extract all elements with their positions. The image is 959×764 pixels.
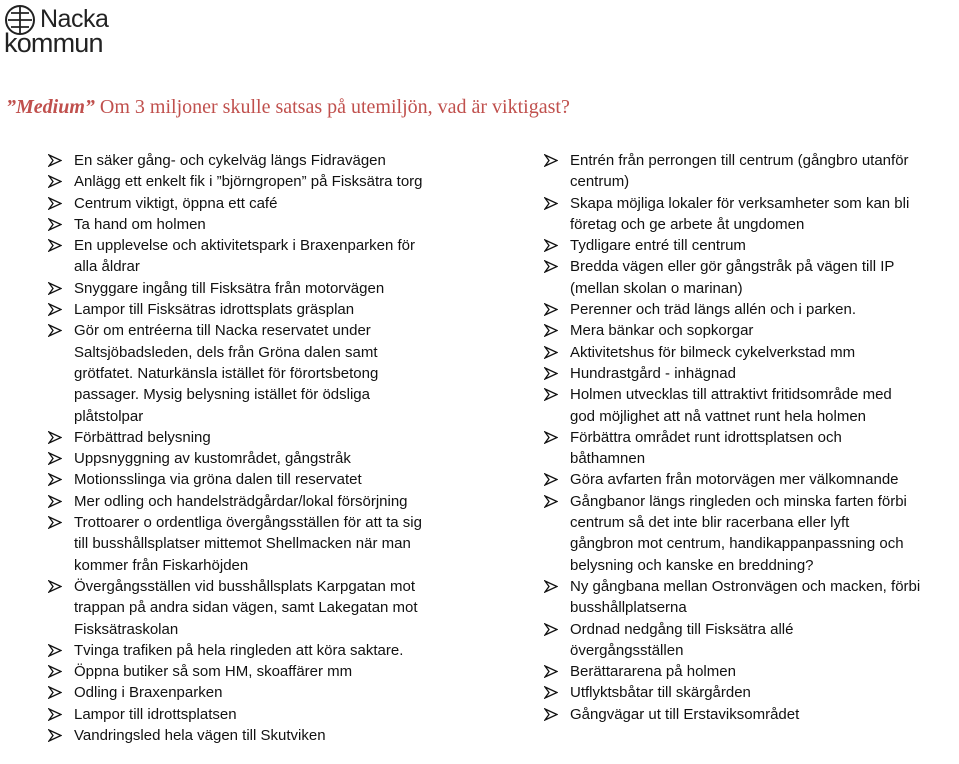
list-item	[48, 661, 458, 682]
nacka-kommun-logo	[4, 4, 134, 56]
list-item	[544, 469, 954, 490]
arrow-bullet-icon	[544, 431, 558, 444]
arrow-bullet-icon	[544, 239, 558, 252]
list-item-text: Göra avfarten från motorvägen mer välkomnande	[570, 471, 899, 489]
list-item	[48, 725, 458, 746]
list-item-continuation: till busshållsplatser mittemot Shellmacken när man	[74, 535, 411, 553]
list-item	[544, 363, 954, 384]
arrow-bullet-icon	[48, 686, 62, 699]
list-item-text: Tydligare entré till centrum	[570, 237, 746, 255]
logo-line-2: kommun	[4, 28, 103, 58]
list-item	[544, 235, 954, 256]
list-item-continuation: övergångsställen	[570, 641, 684, 659]
arrow-bullet-icon	[544, 623, 558, 636]
left-column-list	[48, 150, 458, 746]
list-item	[48, 704, 458, 725]
arrow-bullet-icon	[544, 473, 558, 486]
list-item-text: Perenner och träd längs allén och i parken.	[570, 301, 857, 319]
list-item	[48, 427, 458, 448]
list-item-text: Bredda vägen eller gör gångstråk på vägen till IP	[570, 258, 895, 276]
arrow-bullet-icon	[544, 303, 558, 316]
arrow-bullet-icon	[48, 175, 62, 188]
list-item-text: Ny gångbana mellan Ostronvägen och macken, förbi	[570, 577, 921, 595]
list-item	[544, 576, 954, 597]
list-item-text: Utflyktsbåtar till skärgården	[570, 684, 751, 702]
arrow-bullet-icon	[48, 197, 62, 210]
list-item	[544, 299, 954, 320]
list-item	[544, 619, 954, 640]
heading-bold: ”Medium”	[6, 96, 95, 118]
list-item-continuation: Fisksätraskolan	[74, 620, 179, 638]
list-item	[48, 214, 458, 235]
arrow-bullet-icon	[48, 495, 62, 508]
list-item	[48, 193, 458, 214]
list-item-text: Holmen utvecklas till attraktivt fritidsområde med	[570, 386, 892, 404]
arrow-bullet-icon	[48, 580, 62, 593]
right-column-list	[544, 150, 954, 725]
list-item	[48, 469, 458, 490]
list-item-continuation: gångbron mot centrum, handikappanpassning och	[570, 535, 904, 553]
logo-line-1: Nacka	[40, 5, 109, 33]
list-item-text: Övergångsställen vid busshållsplats Karpgatan mot	[74, 577, 416, 595]
list-item-text: Aktivitetshus för bilmeck cykelverkstad mm	[570, 343, 856, 361]
list-item-text: Hundrastgård - inhägnad	[570, 364, 736, 382]
list-item	[544, 682, 954, 703]
list-item-text: Centrum viktigt, öppna ett café	[74, 194, 278, 212]
list-item-text: Ta hand om holmen	[74, 215, 206, 233]
list-item-continuation: (mellan skolan o marinan)	[570, 279, 743, 297]
list-item	[544, 320, 954, 341]
arrow-bullet-icon	[544, 346, 558, 359]
arrow-bullet-icon	[48, 452, 62, 465]
list-item	[544, 491, 954, 512]
arrow-bullet-icon	[48, 473, 62, 486]
list-item-text: Snyggare ingång till Fisksätra från motorvägen	[74, 279, 385, 297]
list-item-continuation: Saltsjöbadsleden, dels från Gröna dalen samt	[74, 343, 378, 361]
list-item	[48, 512, 458, 533]
list-item	[544, 193, 954, 214]
arrow-bullet-icon	[48, 324, 62, 337]
arrow-bullet-icon	[48, 239, 62, 252]
list-item-text: Lampor till Fisksätras idrottsplats gräsplan	[74, 301, 355, 319]
list-item	[48, 448, 458, 469]
list-item-text: Anlägg ett enkelt fik i ”björngropen” på Fisksätra torg	[74, 173, 423, 191]
page-heading	[6, 96, 570, 119]
arrow-bullet-icon	[544, 197, 558, 210]
list-item-continuation: grötfatet. Naturkänsla istället för förortsbetong	[74, 364, 379, 382]
arrow-bullet-icon	[544, 665, 558, 678]
list-item-continuation: god möjlighet att nå vattnet runt hela holmen	[570, 407, 867, 425]
list-item-text: Gör om entréerna till Nacka reservatet under	[74, 322, 371, 340]
arrow-bullet-icon	[48, 154, 62, 167]
list-item-text: Ordnad nedgång till Fisksätra allé	[570, 620, 794, 638]
list-item	[48, 235, 458, 256]
arrow-bullet-icon	[544, 154, 558, 167]
arrow-bullet-icon	[544, 324, 558, 337]
list-item	[544, 342, 954, 363]
list-item-continuation: centrum)	[570, 173, 630, 191]
list-item-text: Trottoarer o ordentliga övergångsställen för att ta sig	[74, 514, 422, 532]
list-item-text: Tvinga trafiken på hela ringleden att köra saktare.	[74, 641, 404, 659]
list-item-continuation: belysning och kanske en breddning?	[570, 556, 814, 574]
list-item-text: Gångvägar ut till Erstaviksområdet	[570, 705, 800, 723]
list-item-text: Förbättrad belysning	[74, 428, 211, 446]
arrow-bullet-icon	[544, 580, 558, 593]
list-item-text: Förbättra området runt idrottsplatsen och	[570, 428, 842, 446]
list-item-text: Öppna butiker så som HM, skoaffärer mm	[74, 663, 353, 681]
list-item	[544, 704, 954, 725]
list-item	[48, 299, 458, 320]
list-item-text: En säker gång- och cykelväg längs Fidravägen	[74, 152, 386, 169]
list-item	[544, 384, 954, 405]
list-item-continuation: kommer från Fiskarhöjden	[74, 556, 249, 574]
list-item-continuation: busshållplatserna	[570, 599, 687, 617]
list-item	[48, 171, 458, 192]
list-item-text: Uppsnyggning av kustområdet, gångstråk	[74, 450, 351, 468]
list-item	[48, 682, 458, 703]
arrow-bullet-icon	[48, 644, 62, 657]
arrow-bullet-icon	[48, 516, 62, 529]
arrow-bullet-icon	[48, 282, 62, 295]
arrow-bullet-icon	[544, 260, 558, 273]
list-item-continuation: trappan på andra sidan vägen, samt Lakegatan mot	[74, 599, 418, 617]
arrow-bullet-icon	[544, 686, 558, 699]
list-item-text: Entrén från perrongen till centrum (gångbro utanför	[570, 152, 909, 169]
list-item-continuation: alla åldrar	[74, 258, 140, 276]
list-item-text: Skapa möjliga lokaler för verksamheter som kan bli	[570, 194, 910, 212]
arrow-bullet-icon	[544, 388, 558, 401]
list-item	[544, 427, 954, 448]
list-item	[48, 278, 458, 299]
arrow-bullet-icon	[48, 665, 62, 678]
list-item-continuation: företag och ge arbete åt ungdomen	[570, 215, 805, 233]
list-item-text: Mer odling och handelsträdgårdar/lokal försörjning	[74, 492, 408, 510]
list-item-continuation: plåtstolpar	[74, 407, 144, 425]
list-item-continuation: centrum så det inte blir racerbana eller lyft	[570, 514, 850, 532]
list-item-text: En upplevelse och aktivitetspark i Braxenparken för	[74, 237, 416, 255]
list-item	[48, 640, 458, 661]
arrow-bullet-icon	[544, 367, 558, 380]
list-item	[544, 256, 954, 277]
list-item	[48, 320, 458, 341]
list-item-text: Odling i Braxenparken	[74, 684, 223, 702]
arrow-bullet-icon	[48, 218, 62, 231]
list-item-continuation: båthamnen	[570, 450, 646, 468]
list-item	[48, 576, 458, 597]
list-item	[544, 150, 954, 171]
heading-rest: Om 3 miljoner skulle satsas på utemiljön, vad är viktigast?	[94, 96, 570, 118]
arrow-bullet-icon	[544, 708, 558, 721]
arrow-bullet-icon	[48, 708, 62, 721]
arrow-bullet-icon	[48, 729, 62, 742]
arrow-bullet-icon	[544, 495, 558, 508]
arrow-bullet-icon	[48, 431, 62, 444]
list-item	[48, 150, 458, 171]
arrow-bullet-icon	[48, 303, 62, 316]
list-item-text: Berättararena på holmen	[570, 663, 736, 681]
list-item-text: Motionsslinga via gröna dalen till reservatet	[74, 471, 362, 489]
list-item-text: Mera bänkar och sopkorgar	[570, 322, 754, 340]
list-item-text: Gångbanor längs ringleden och minska farten förbi	[570, 492, 907, 510]
list-item-text: Lampor till idrottsplatsen	[74, 705, 237, 723]
list-item	[544, 661, 954, 682]
list-item	[48, 491, 458, 512]
list-item-continuation: passager. Mysig belysning istället för ödsliga	[74, 386, 370, 404]
list-item-text: Vandringsled hela vägen till Skutviken	[74, 727, 326, 745]
